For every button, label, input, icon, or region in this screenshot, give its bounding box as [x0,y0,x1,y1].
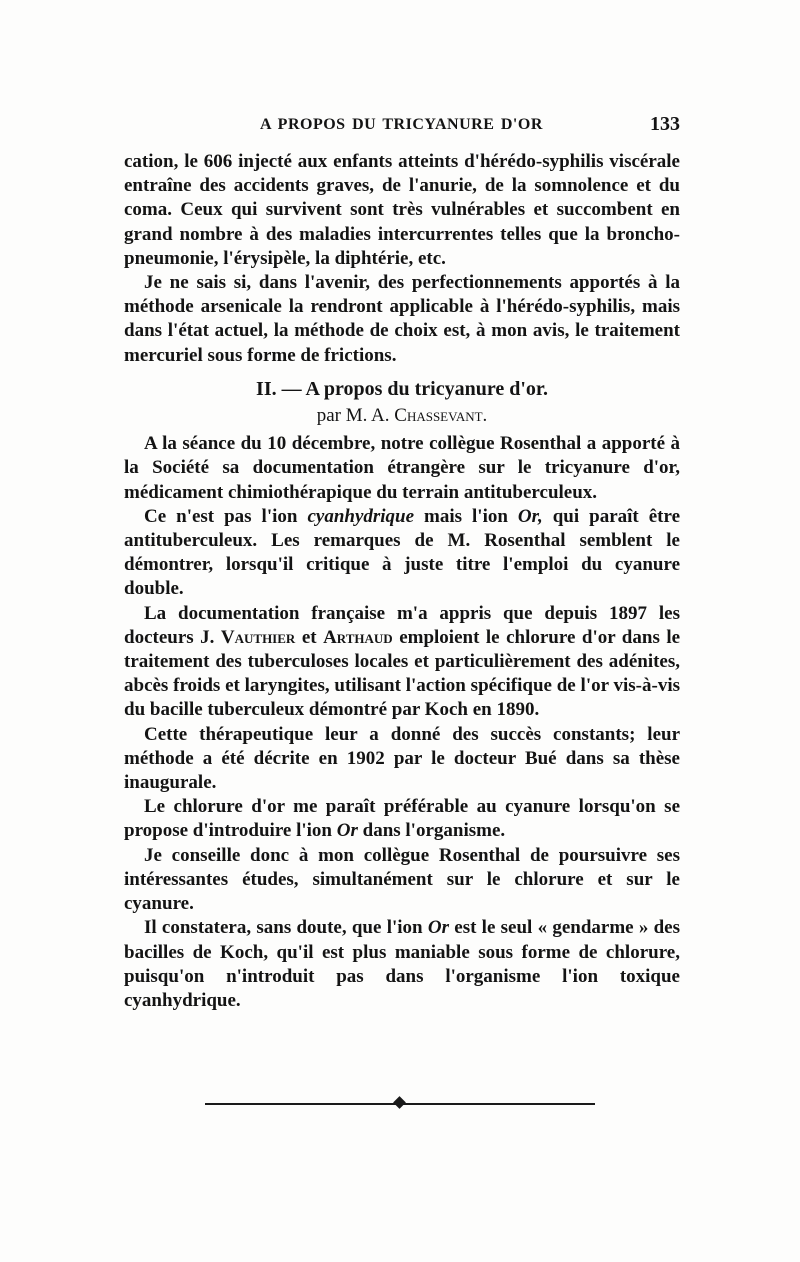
paragraph-conclusion: Il constatera, sans doute, que l'ion Or est le seul « gendarme » des bacilles de Koch, qu'il est plus maniable sous forme de chlorure, puisqu'on n'introduit pas dans l'organisme l'ion toxique cyanhydrique. [124,917,681,1011]
paragraph-continuation: cation, le 606 injecté aux enfants atteints d'hérédo-syphilis viscérale entraîne des accidents graves, de l'anurie, de la somnolence et du coma. Ceux qui survivent sont très vulnérables et succombent en grand nombre à des maladies intercurrentes telles que la broncho-pneumonie, l'érysipèle, la diphtérie, etc. [124,151,680,269]
italic-or: Or [427,917,449,939]
paragraph-ion-or: Ce n'est pas l'ion cyanhydrique mais l'ion Or, qui paraît être antituberculeux. Les remarques de M. Rosenthal semblent le démontrer, lorsqu'il critique à juste titre l'emploi du cyanure double. [124,505,680,600]
byline-prefix: par M. A. [316,405,390,427]
paragraph-documentation: La documentation française m'a appris que depuis 1897 les docteurs J. Vauthier et Arthaud emploient le chlorure d'or dans le traitement des tuberculoses locales et particulièrement des adénites, abcès froids et laryngites, utilisant l'action spécifique de l'or vis-à-vis du bacille tuberculeux démontré par Koch en 1890. [124,602,681,721]
running-title: A PROPOS DU TRICYANURE D'OR [260,116,543,133]
paragraph-chlorure: Le chlorure d'or me paraît préférable au cyanure lorsqu'on se propose d'introduire l'ion Or dans l'organisme. [124,796,680,842]
paragraph-arsenical-method: Je ne sais si, dans l'avenir, des perfectionnements apportés à la méthode arsenicale la rendront applicable à l'hérédo-syphilis, mais dans l'état actuel, la méthode de choix est, à mon avis, le traitement mercuriel sous forme de frictions. [124,272,680,366]
page-header [124,113,680,140]
italic-or: Or, [517,505,543,527]
page-number: 133 [650,113,680,135]
italic-cyanhydrique: cyanhydrique [307,505,415,527]
paragraph-conseil: Je conseille donc à mon collègue Rosenthal de poursuivre ses intéressantes études, simultanément sur le chlorure et sur le cyanure. [124,844,680,915]
paragraph-therapeutique: Cette thérapeutique leur a donné des succès constants; leur méthode a été décrite en 1902 par le docteur Bué dans sa thèse inaugurale. [124,723,680,794]
name-vauthier: Vauthier [220,626,296,648]
byline-author: Chassevant. [394,405,488,427]
byline [124,404,680,428]
body-text [124,150,680,1013]
name-arthaud: Arthaud [323,626,393,648]
diamond-icon [393,1096,406,1109]
end-ornament [205,1097,595,1111]
section-heading: II. — A propos du tricyanure d'or. [256,377,548,400]
paragraph-seance: A la séance du 10 décembre, notre collègue Rosenthal a apporté à la Société sa documentation étrangère sur le tricyanure d'or, médicament chimiothérapique du terrain antituberculeux. [124,433,680,503]
italic-or: Or [336,820,358,842]
